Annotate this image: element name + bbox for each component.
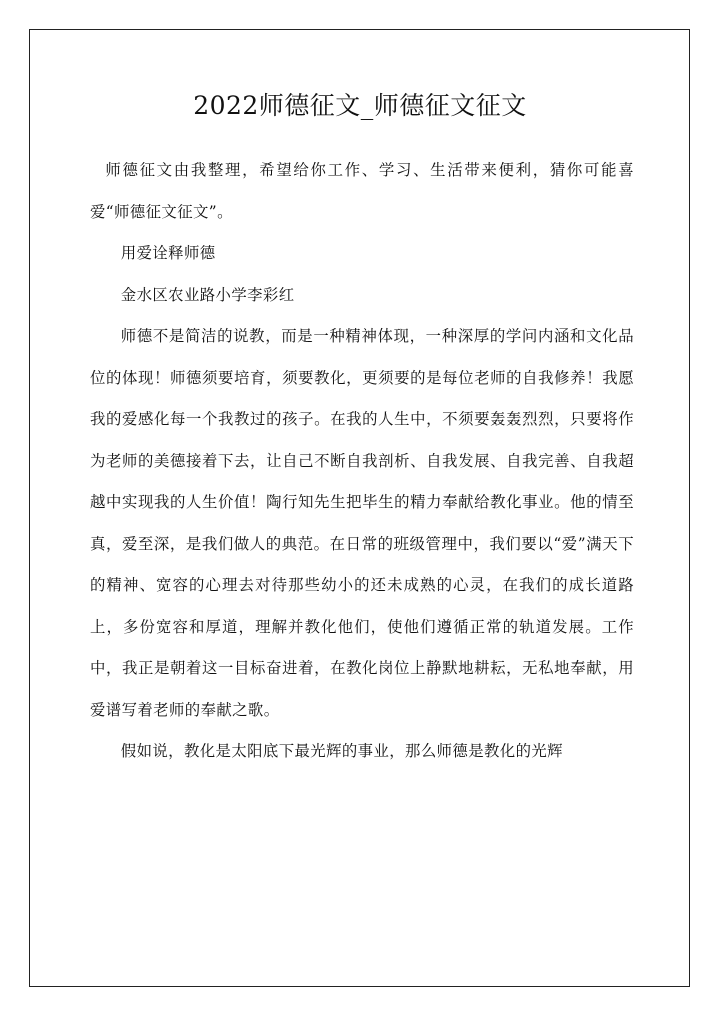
essay-author: 金水区农业路小学李彩红 xyxy=(120,285,295,304)
intro-paragraph: 师德征文由我整理，希望给你工作、学习、生活带来便利，猜你可能喜爱“师德征文征文”。 xyxy=(90,161,634,221)
body-paragraph: 师德不是简洁的说教，而是一种精神体现，一种深厚的学问内涵和文化品位的体现！师德须要培育，须要教化，更须要的是每位老师的自我修养！我愿我的爱感化每一个我教过的孩子。在我的人生中，不须要轰轰烈烈，只要将作为老师的美德接着下去，让自己不断自我剖析、自我发展、自我完善、自我超越中实现我的人生价值！陶行知先生把毕生的精力奉献给教化事业。他的情至真，爱至深，是我们做人的典范。在日常的班级管理中，我们要以“爱”满天下的精神、宽容的心理去对待那些幼小的还未成熟的心灵，在我们的成长道路上，多份宽容和厚道，理解并教化他们，使他们遵循正常的轨道发展。工作中，我正是朝着这一目标奋进着，在教化岗位上静默地耕耘，无私地奉献，用爱谱写着老师的奉献之歌。 xyxy=(90,327,634,719)
body-paragraph-truncated: 假如说，教化是太阳底下最光辉的事业，那么师德是教化的光辉 xyxy=(120,742,563,760)
document-body xyxy=(90,150,634,773)
document-title: 2022师德征文_师德征文征文 xyxy=(193,91,527,120)
essay-title: 用爱诠释师德 xyxy=(120,244,216,262)
